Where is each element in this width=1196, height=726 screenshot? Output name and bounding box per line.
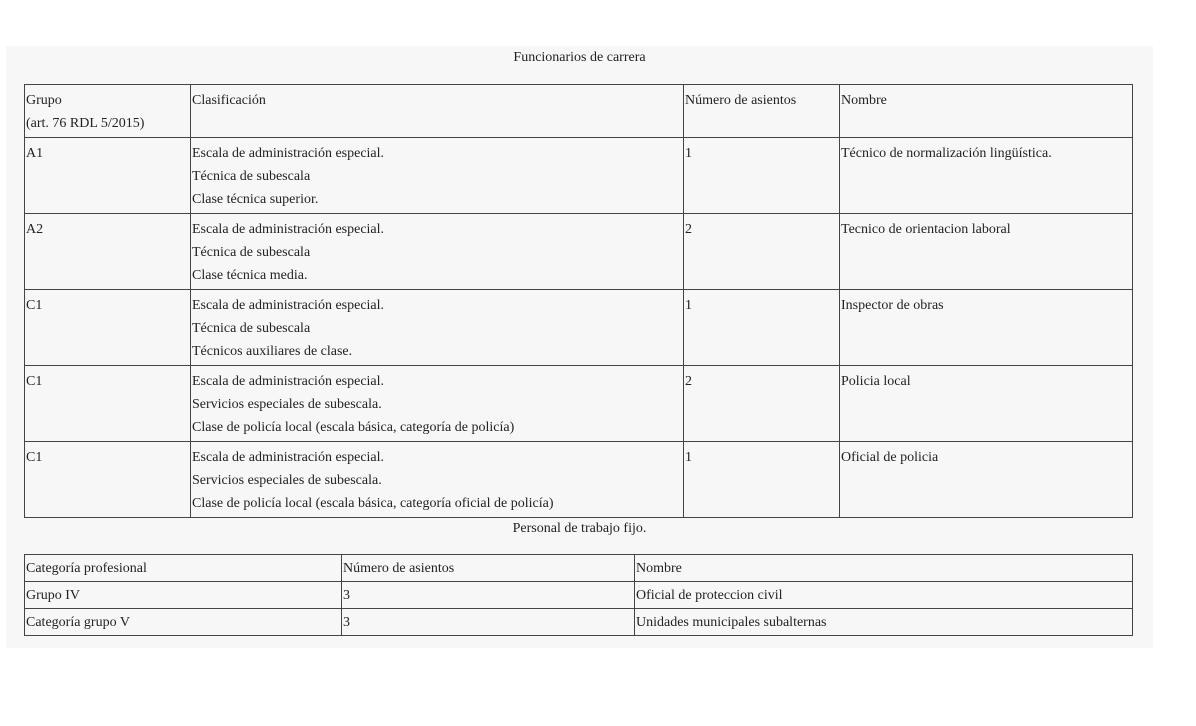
cell-name: Tecnico de orientacion laboral — [840, 214, 1133, 290]
cell-name: Oficial de proteccion civil — [635, 582, 1133, 609]
cell-seats: 3 — [342, 582, 635, 609]
cell-seats: 2 — [684, 214, 840, 290]
cell-group: A2 — [25, 214, 191, 290]
classification-line: Escala de administración especial. — [192, 374, 385, 389]
cell-group: C1 — [25, 366, 191, 442]
table-header-row — [25, 85, 1133, 138]
cell-classification — [191, 138, 684, 214]
classification-line: Técnica de subescala — [192, 321, 311, 336]
cell-classification — [191, 214, 684, 290]
cell-seats: 1 — [684, 442, 840, 518]
fixed-staff-table — [24, 554, 1133, 636]
table-row — [25, 214, 1133, 290]
cell-name: Inspector de obras — [840, 290, 1133, 366]
classification-line: Clase de policía local (escala básica, categoría oficial de policía) — [192, 496, 554, 511]
classification-line: Clase técnica superior. — [192, 192, 319, 207]
content-panel — [6, 46, 1153, 648]
cell-name: Policia local — [840, 366, 1133, 442]
cell-seats: 3 — [342, 609, 635, 636]
cell-group: C1 — [25, 442, 191, 518]
classification-line: Técnicos auxiliares de clase. — [192, 344, 353, 359]
classification-line: Escala de administración especial. — [192, 222, 385, 237]
cell-classification — [191, 366, 684, 442]
classification-line: Escala de administración especial. — [192, 450, 385, 465]
table-row — [25, 366, 1133, 442]
table-row — [25, 582, 1133, 609]
header-seats: Número de asientos — [684, 85, 840, 138]
header-group-label: Grupo — [26, 93, 62, 108]
classification-line: Servicios especiales de subescala. — [192, 397, 382, 412]
classification-line: Técnica de subescala — [192, 245, 311, 260]
career-officials-caption: Funcionarios de carrera — [513, 50, 646, 65]
cell-classification — [191, 442, 684, 518]
cell-category: Grupo IV — [25, 582, 342, 609]
cell-seats: 2 — [684, 366, 840, 442]
header-name: Nombre — [635, 555, 1133, 582]
table-header-row — [25, 555, 1133, 582]
cell-category: Categoría grupo V — [25, 609, 342, 636]
cell-name: Unidades municipales subalternas — [635, 609, 1133, 636]
table-row — [25, 290, 1133, 366]
classification-line: Clase de policía local (escala básica, categoría de policía) — [192, 420, 515, 435]
classification-line: Escala de administración especial. — [192, 146, 385, 161]
cell-group: C1 — [25, 290, 191, 366]
career-officials-table — [24, 84, 1133, 518]
cell-group: A1 — [25, 138, 191, 214]
classification-line: Escala de administración especial. — [192, 298, 385, 313]
cell-seats: 1 — [684, 138, 840, 214]
header-name: Nombre — [840, 85, 1133, 138]
cell-seats: 1 — [684, 290, 840, 366]
classification-line: Servicios especiales de subescala. — [192, 473, 382, 488]
header-seats: Número de asientos — [342, 555, 635, 582]
table-row — [25, 442, 1133, 518]
classification-line: Técnica de subescala — [192, 169, 311, 184]
header-category: Categoría profesional — [25, 555, 342, 582]
table-row — [25, 609, 1133, 636]
header-group-note: (art. 76 RDL 5/2015) — [26, 116, 145, 131]
cell-classification — [191, 290, 684, 366]
cell-name: Técnico de normalización lingüística. — [840, 138, 1133, 214]
header-classification: Clasificación — [191, 85, 684, 138]
fixed-staff-caption: Personal de trabajo fijo. — [512, 521, 647, 536]
header-group — [25, 85, 191, 138]
classification-line: Clase técnica media. — [192, 268, 308, 283]
table-row — [25, 138, 1133, 214]
cell-name: Oficial de policia — [840, 442, 1133, 518]
